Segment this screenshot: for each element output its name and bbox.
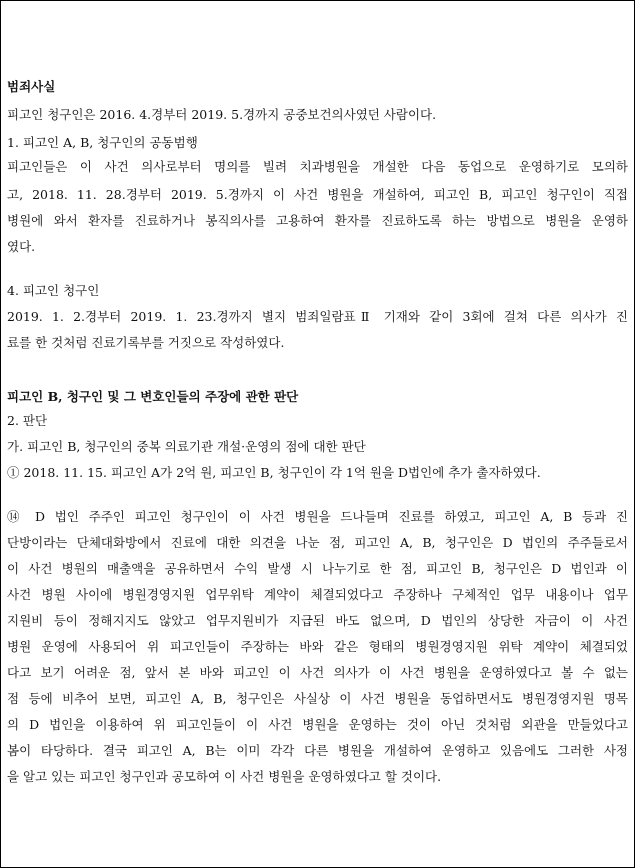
- point-14-line: 단방이라는 단체대화방에서 진료에 대한 의견을 나눈 점, 피고인 A, B, 청구인은 D 법인의 주주들로서: [7, 535, 628, 550]
- section-heading-facts: 범죄사실: [7, 79, 56, 94]
- point-14-line: 의 D 법인을 이용하여 위 피고인들이 이 사건 병원을 운영하는 것이 아닌 것처럼 외관을 만들었다고: [7, 717, 628, 732]
- point-14-line: ⑭ D 법인 주주인 피고인 청구인이 이 사건 병원을 드나들며 진료를 하였고, 피고인 A, B 등과 진: [7, 509, 628, 524]
- section-heading-judgment: 피고인 B, 청구인 및 그 변호인들의 주장에 관한 판단: [7, 389, 299, 404]
- point-14-line: 병원 운영에 사용되어 위 피고인들이 주장하는 바와 같은 형태의 병원경영지원 위탁 계약이 체결되었: [7, 639, 628, 654]
- sub-heading: 2. 판단: [7, 413, 48, 428]
- point-14-line: 점 등에 비추어 보면, 피고인 A, B, 청구인은 사실상 이 사건 병원을 동업하면서도 병원경영지원 명목: [7, 691, 628, 706]
- intro-line: 피고인 청구인은 2016. 4.경부터 2019. 5.경까지 공중보건의사였던 사람이다.: [7, 107, 437, 122]
- item1-line: 였다.: [7, 239, 36, 254]
- point-14-line: 사건 병원 사이에 병원경영지원 업무위탁 계약이 체결되었다고 주장하나 구체적인 업무 내용이나 업무: [7, 587, 628, 602]
- item4-line: 료를 한 것처럼 진료기록부를 거짓으로 작성하였다.: [7, 335, 285, 350]
- item1-line: 피고인들은 이 사건 의사로부터 명의를 빌려 치과병원을 개설한 다음 동업으로 운영하기로 모의하: [7, 159, 628, 174]
- item1-line: 병원에 와서 환자를 진료하거나 봉직의사를 고용하여 환자를 진료하도록 하는 방법으로 병원을 운영하: [7, 213, 628, 228]
- item4-title: 4. 피고인 청구인: [7, 283, 100, 298]
- point-14-line: 다고 보기 어려운 점, 앞서 본 바와 피고인 이 사건 의사가 이 사건 병원을 운영하였다고 볼 수 없는: [7, 665, 628, 680]
- item1-title: 1. 피고인 A, B, 청구인의 공동범행: [7, 135, 198, 150]
- point-14-line: 을 알고 있는 피고인 청구인과 공모하여 이 사건 병원을 운영하였다고 할 것이다.: [7, 769, 442, 784]
- subsub-heading: 가. 피고인 B, 청구인의 중복 의료기관 개설·운영의 점에 대한 판단: [7, 439, 366, 454]
- point-14-line: 봄이 타당하다. 결국 피고인 A, B는 이미 각각 다른 병원을 개설하여 운영하고 있음에도 그러한 사정: [7, 743, 628, 758]
- point-14-line: 지원비 등이 정해지지도 않았고 업무지원비가 지급된 바도 없으며, D 법인의 상당한 자금이 이 사건: [7, 613, 628, 628]
- point-1: ① 2018. 11. 15. 피고인 A가 2억 원, 피고인 B, 청구인이 각 1억 원을 D법인에 추가 출자하였다.: [7, 465, 541, 480]
- item1-line: 고, 2018. 11. 28.경부터 2019. 5.경까지 이 사건 병원을 개설하여, 피고인 B, 피고인 청구인이 직접: [7, 187, 628, 202]
- point-14-line: 이 사건 병원의 매출액을 공유하면서 수익 발생 시 나누기로 한 점, 피고인 B, 청구인은 D 법인과 이: [7, 561, 628, 576]
- item4-line: 2019. 1. 2.경부터 2019. 1. 23.경까지 별지 범죄일람표Ⅱ 기재와 같이 3회에 걸쳐 다른 의사가 진: [7, 309, 628, 324]
